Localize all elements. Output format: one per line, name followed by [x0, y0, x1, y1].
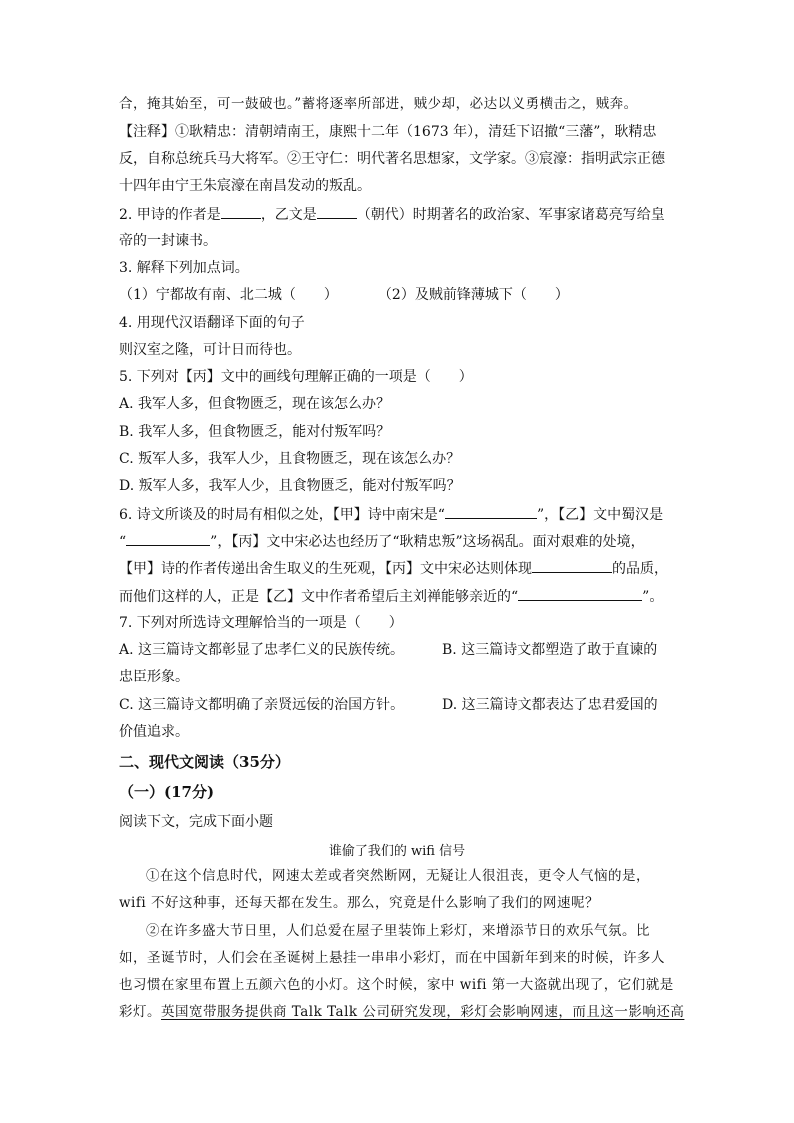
- option-c: C. 这三篇诗文都明确了亲贤远佞的治国方针。: [119, 697, 405, 713]
- article-title: 谁偷了我们的 wifi 信号: [328, 844, 466, 859]
- question-text: 而他们这样的人，正是【乙】文中作者希望后主刘禅能够亲近的“: [119, 589, 519, 605]
- option-b: B. 我军人多，但食物匮乏，能对付叛军吗？: [119, 424, 391, 440]
- paragraph-line: 如，圣诞节时，人们会在圣诞树上悬挂一串串小彩灯，而在中国新年到来的时候，许多人: [119, 950, 665, 966]
- question-text: 6. 诗文所谈及的时局有相似之处，【甲】诗中南宋是“: [119, 507, 445, 523]
- question-6-line: [119, 504, 663, 525]
- question-text: ”，【乙】文中蜀汉是: [536, 507, 664, 523]
- question-text: ”，【丙】文中宋必达也经历了“耿精忠叛”这场祸乱。面对艰难的处境，: [210, 534, 645, 550]
- question-5: 5. 下列对【丙】文中的画线句理解正确的一项是（ ）: [119, 369, 473, 385]
- answer-blank[interactable]: [126, 531, 210, 546]
- passage-line: 合，掩其始至，可一鼓破也。”蓄将逐率所部进，贼少却，必达以义勇横击之，贼奔。: [119, 96, 638, 112]
- question-7: 7. 下列对所选诗文理解恰当的一项是（ ）: [119, 615, 403, 631]
- paragraph-line: 也习惯在家里布置上五颜六色的小灯。这个时候，家中 wifi 第一大盗就出现了，它们就是: [119, 977, 674, 993]
- annotation-line: 反，自称总统兵马大将军。②王守仁：明代著名思想家，文学家。③宸濠：指明武宗正德: [119, 151, 665, 167]
- question-4: 4. 用现代汉语翻译下面的句子: [119, 315, 305, 331]
- question-3a: （1）宁都故有南、北二城（ ）: [119, 287, 338, 303]
- reading-instruction: 阅读下文，完成下面小题: [119, 814, 273, 830]
- question-4-sentence: 则汉室之隆，可计日而待也。: [119, 342, 301, 358]
- question-text: 2. 甲诗的作者是: [119, 207, 221, 223]
- question-text: ，乙文是: [260, 207, 317, 223]
- option-d-continued: 价值追求。: [119, 724, 189, 740]
- answer-blank[interactable]: [317, 204, 357, 219]
- question-3: 3. 解释下列加点词。: [119, 260, 249, 276]
- question-text: （朝代）时期著名的政治家、军事家诸葛亮写给皇: [356, 207, 665, 223]
- question-3b: （2）及贼前锋薄城下（ ）: [377, 287, 569, 303]
- section-heading: 二、现代文阅读（35分）: [119, 753, 290, 771]
- answer-blank[interactable]: [221, 204, 261, 219]
- paragraph-line: ②在许多盛大节日里，人们总爱在屋子里装饰上彩灯，来增添节日的欢乐气氛。比: [146, 923, 650, 939]
- question-2-line: 帝的一封谏书。: [119, 233, 217, 249]
- question-6-line: [119, 531, 645, 552]
- question-3-items: [119, 285, 569, 305]
- option-a: A. 我军人多，但食物匮乏，现在该怎么办？: [119, 396, 391, 412]
- answer-blank[interactable]: [532, 558, 612, 573]
- answer-blank[interactable]: [445, 504, 537, 519]
- question-6-line: [119, 586, 663, 607]
- paragraph-line: [119, 1002, 684, 1022]
- option-b: B. 这三篇诗文都塑造了敢于直谏的: [442, 642, 658, 658]
- underlined-sentence: 英国宽带服务提供商 Talk Talk 公司研究发现，彩灯会影响网速，而且这一影响还高: [161, 1004, 685, 1020]
- question-text: 【甲】诗的作者传递出舍生取义的生死观，【丙】文中宋必达则体现: [119, 561, 532, 577]
- subsection-heading: （一）(17分): [119, 783, 215, 801]
- paragraph-line: wifi 不好这种事，还每天都在发生。那么，究竟是什么影响了我们的网速呢？: [119, 895, 599, 911]
- annotation-line: 十四年由宁王朱宸濠在南昌发动的叛乱。: [119, 178, 371, 194]
- question-text: “: [119, 534, 127, 550]
- answer-blank[interactable]: [518, 586, 642, 601]
- question-2-line: [119, 204, 665, 225]
- option-a: A. 这三篇诗文都彰显了忠孝仁义的民族传统。: [119, 642, 405, 658]
- option-d: D. 这三篇诗文都表达了忠君爱国的: [442, 697, 658, 713]
- paragraph-text: 彩灯。: [119, 1004, 161, 1020]
- option-c: C. 叛军人多，我军人少，且食物匮乏，现在该怎么办？: [119, 451, 461, 467]
- question-text: ”。: [642, 589, 664, 605]
- annotation-line: 【注释】①耿精忠：清朝靖南王，康熙十二年（1673 年），清廷下诏撤“三藩”，耿精忠: [119, 124, 657, 140]
- option-d: D. 叛军人多，我军人少，且食物匮乏，能对付叛军吗？: [119, 478, 461, 494]
- paragraph-line: ①在这个信息时代，网速太差或者突然断网，无疑让人很沮丧，更令人气恼的是，: [146, 868, 650, 884]
- question-text: 的品质，: [612, 561, 668, 577]
- option-b-continued: 忠臣形象。: [119, 669, 189, 685]
- question-6-line: [119, 558, 668, 579]
